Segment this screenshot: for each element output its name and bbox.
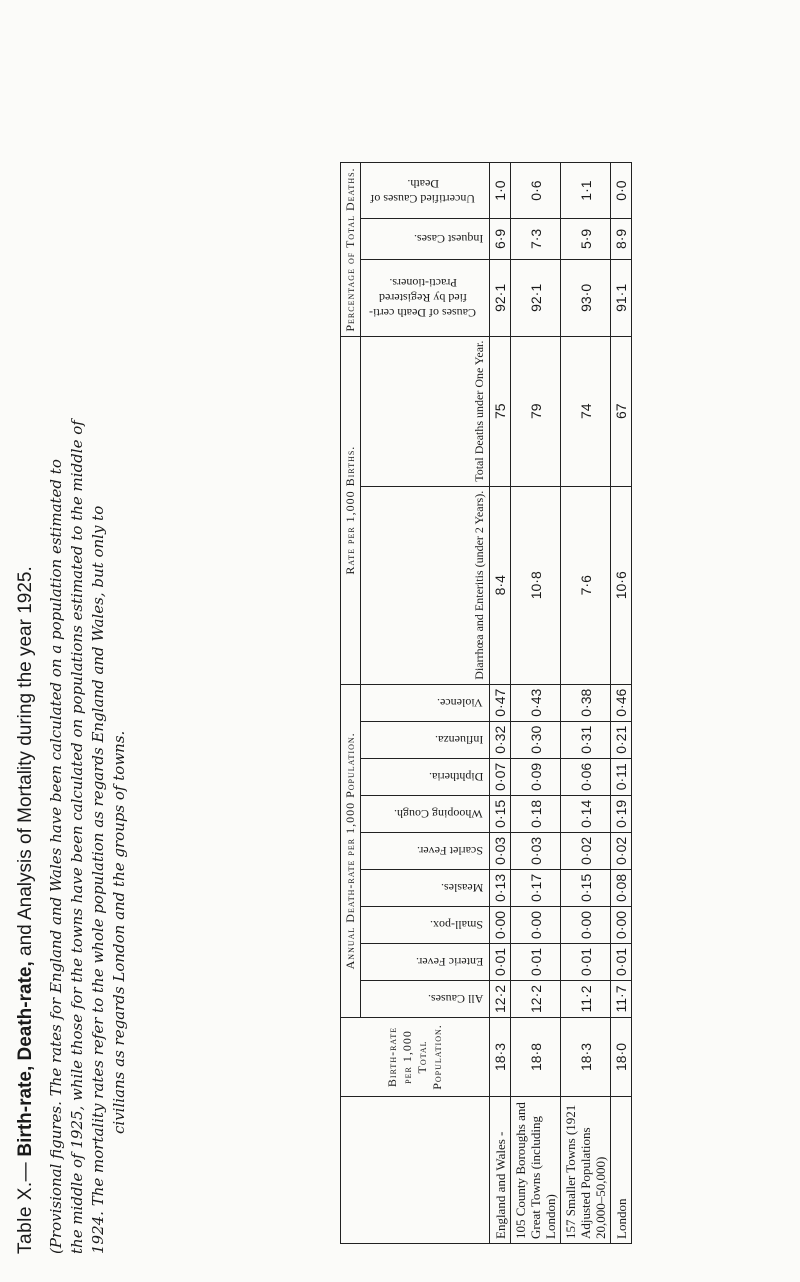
col-header: Small-pox. xyxy=(361,906,490,943)
cell: 0·38 xyxy=(561,684,611,721)
col-header: Violence. xyxy=(361,684,490,721)
cell: 10·8 xyxy=(511,486,561,684)
intro-line: civilians as regards London and the groups of towns. xyxy=(110,730,128,1134)
cell: 0·01 xyxy=(511,943,561,980)
cell: 0·13 xyxy=(490,869,511,906)
cell: 0·6 xyxy=(511,163,561,218)
col-header: Whooping Cough. xyxy=(361,795,490,832)
row-label: 105 County Boroughs and Great Towns (including London) xyxy=(511,1097,561,1244)
cell: 0·01 xyxy=(611,943,632,980)
cell: 12·2 xyxy=(490,980,511,1017)
cell: 0·03 xyxy=(490,832,511,869)
col-header: Uncertified Causes of Death. xyxy=(361,163,490,218)
cell: 0·46 xyxy=(611,684,632,721)
cell: 0·11 xyxy=(611,758,632,795)
table-row xyxy=(511,163,561,1244)
col-header: Diarrhœa and Enteritis (under 2 Years). xyxy=(361,486,490,684)
table-heading xyxy=(15,14,37,1254)
cell: 93·0 xyxy=(561,260,611,337)
intro-paragraph xyxy=(46,14,130,1254)
col-header: Measles. xyxy=(361,869,490,906)
cell: 11·7 xyxy=(611,980,632,1017)
col-header: Inquest Cases. xyxy=(361,218,490,259)
cell: 0·18 xyxy=(511,795,561,832)
cell: 0·01 xyxy=(561,943,611,980)
table-row xyxy=(611,163,632,1244)
table-label: Table X.— xyxy=(15,1161,36,1254)
cell: 18·3 xyxy=(561,1018,611,1097)
col-header: All Causes. xyxy=(361,980,490,1017)
cell: 0·09 xyxy=(511,758,561,795)
cell: 8·9 xyxy=(611,218,632,259)
cell: 7·6 xyxy=(561,486,611,684)
birth-rate-header: Birth-rate per 1,000 Total Population. xyxy=(341,1018,490,1097)
cell: 1·0 xyxy=(490,163,511,218)
cell: 0·01 xyxy=(490,943,511,980)
cell: 0·02 xyxy=(561,832,611,869)
col-header: Scarlet Fever. xyxy=(361,832,490,869)
table-title-bold: Birth-rate, Death-rate, xyxy=(15,961,36,1157)
cell: 92·1 xyxy=(511,260,561,337)
cell: 92·1 xyxy=(490,260,511,337)
cell: 18·3 xyxy=(490,1018,511,1097)
row-label-header xyxy=(341,1097,490,1244)
cell: 0·00 xyxy=(511,906,561,943)
col-header: Enteric Fever. xyxy=(361,943,490,980)
cell: 74 xyxy=(561,336,611,486)
cell: 0·08 xyxy=(611,869,632,906)
cell: 0·00 xyxy=(561,906,611,943)
cell: 1·1 xyxy=(561,163,611,218)
cell: 0·14 xyxy=(561,795,611,832)
cell: 0·19 xyxy=(611,795,632,832)
rate-per-births-header: Rate per 1,000 Births. xyxy=(341,336,361,684)
cell: 0·02 xyxy=(611,832,632,869)
percentage-deaths-header: Percentage of Total Deaths. xyxy=(341,163,361,336)
cell: 12·2 xyxy=(511,980,561,1017)
cell: 10·6 xyxy=(611,486,632,684)
intro-line: 1924. The mortality rates refer to the whole population as regards England and Wales, but only to xyxy=(89,505,107,1254)
intro-line: (Provisional figures. The rates for England and Wales have been calculated on a population estimated to xyxy=(47,459,65,1254)
cell: 0·32 xyxy=(490,721,511,758)
cell: 0·03 xyxy=(511,832,561,869)
cell: 7·3 xyxy=(511,218,561,259)
cell: 67 xyxy=(611,336,632,486)
cell: 0·15 xyxy=(490,795,511,832)
cell: 8·4 xyxy=(490,486,511,684)
mortality-table xyxy=(340,162,632,1244)
table-row xyxy=(561,163,611,1244)
cell: 18·8 xyxy=(511,1018,561,1097)
cell: 0·0 xyxy=(611,163,632,218)
cell: 75 xyxy=(490,336,511,486)
col-header: Influenza. xyxy=(361,721,490,758)
cell: 0·17 xyxy=(511,869,561,906)
cell: 0·07 xyxy=(490,758,511,795)
cell: 0·43 xyxy=(511,684,561,721)
table-title-rest: and Analysis of Mortality during the year 1925. xyxy=(15,566,36,956)
cell: 91·1 xyxy=(611,260,632,337)
cell: 11·2 xyxy=(561,980,611,1017)
cell: 5·9 xyxy=(561,218,611,259)
table-row xyxy=(490,163,511,1244)
cell: 0·31 xyxy=(561,721,611,758)
group-header-row xyxy=(341,163,361,1244)
col-header: Causes of Death certi-fied by Registered Practi-tioners. xyxy=(361,260,490,337)
cell: 0·47 xyxy=(490,684,511,721)
annual-death-rate-header: Annual Death-rate per 1,000 Population. xyxy=(341,684,361,1017)
cell: 0·15 xyxy=(561,869,611,906)
cell: 0·06 xyxy=(561,758,611,795)
row-label: London xyxy=(611,1097,632,1244)
col-header: Total Deaths under One Year. xyxy=(361,336,490,486)
intro-line: the middle of 1925, while those for the towns have been calculated on populations estimated to the middle of xyxy=(68,420,86,1254)
cell: 6·9 xyxy=(490,218,511,259)
row-label: 157 Smaller Towns (1921 Adjusted Populations 20,000–50,000) xyxy=(561,1097,611,1244)
cell: 18·0 xyxy=(611,1018,632,1097)
row-label: England and Wales - xyxy=(490,1097,511,1244)
cell: 79 xyxy=(511,336,561,486)
cell: 0·00 xyxy=(611,906,632,943)
cell: 0·21 xyxy=(611,721,632,758)
cell: 0·00 xyxy=(490,906,511,943)
col-header: Diphtheria. xyxy=(361,758,490,795)
cell: 0·30 xyxy=(511,721,561,758)
